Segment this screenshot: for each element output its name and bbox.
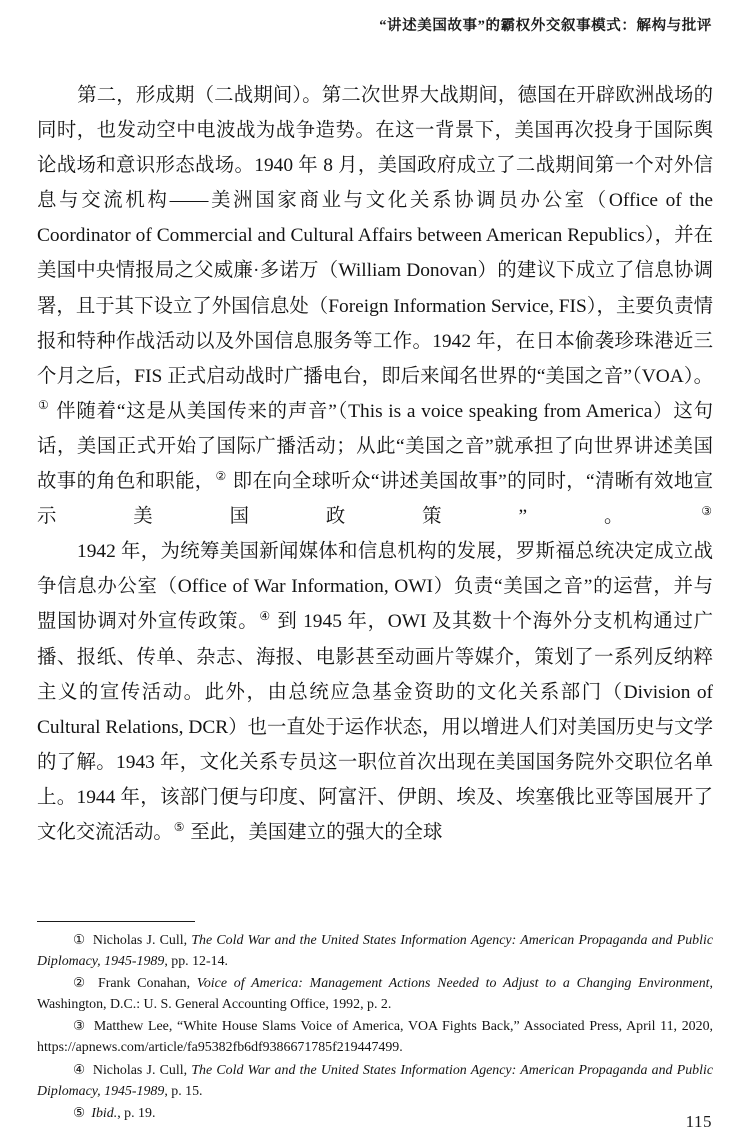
latin-run: 8 (323, 155, 333, 177)
cjk-run: 正式启动战时广播电台，即后来闻名世界的“美国之音”（ (162, 365, 642, 387)
latin-run: 1945 (303, 611, 342, 633)
cjk-run: 年，文化关系专员这一职位首次出现在美国国务院外交职位名单上。 (37, 751, 713, 808)
footnote-marker: ⑤ (173, 819, 185, 834)
footnote-marker: ③ (701, 503, 712, 518)
footnote-number: ⑤ (73, 1104, 89, 1120)
cjk-run: 即在向全球听众“讲述美国故事”的同时，“清晰有效地宣示美国政策”。 (37, 471, 713, 528)
footnote-item (37, 972, 713, 1015)
footnote-item (37, 1059, 713, 1102)
cjk-run: 及其数十个海外分支机构通过广播、报纸、传单、杂志、海报、电影甚至动画片等媒介，策划了一系列反纳粹主义的宣传活动。此外，由总统应急基金资助的文化关系部门（ (37, 611, 714, 703)
latin-run: This is a voice speaking from America (348, 400, 653, 422)
latin-run: 1942 (432, 330, 472, 352)
latin-run: 1943 (116, 751, 155, 773)
footnote-text: , pp. 12-14. (164, 954, 228, 970)
latin-run: 1940 (254, 155, 294, 177)
body-text-block (37, 78, 713, 850)
running-header: “讲述美国故事”的霸权外交叙事模式：解构与批评 (379, 18, 712, 34)
footnote-text: , p. 19. (117, 1105, 156, 1121)
latin-run: Office of the Coordinator of Commercial and Cultural Affairs between American Republics (37, 190, 713, 247)
latin-run: FIS (134, 365, 163, 387)
latin-run: 1942 (77, 541, 116, 563)
footnote-marker: ② (215, 468, 227, 483)
latin-run: VOA (641, 365, 684, 387)
latin-run: OWI (387, 611, 427, 633)
footnote-title: The Cold War and the United States Information Agency: American Propaganda and Public Diplomacy, 1945-1989 (37, 1062, 713, 1099)
cjk-run: ）也一直处于运作状态，用以增进人们对美国历史与文学的了解。 (37, 716, 713, 773)
latin-run: 1944 (76, 786, 116, 808)
cjk-run: ）的建议下成立了信息协调署，且于其下设立了外国信息处（ (37, 260, 713, 317)
footnote-marker: ④ (259, 608, 271, 623)
page-number: 115 (685, 1112, 712, 1131)
footnote-number: ① (73, 932, 90, 947)
footnote-number: ③ (73, 1018, 91, 1034)
cjk-run: ），主要负责情报和特种作战活动以及外国信息服务等工作。 (37, 295, 713, 352)
footnote-text: Matthew Lee, “White House Slams Voice of America, VOA Fights Back,” Associated Press, April 11, 2020, https://apnews.com/article/fa95382fb6df9386671785f219447499. (37, 1019, 713, 1056)
cjk-run: 年，该部门便与印度、阿富汗、伊朗、埃及、埃塞俄比亚等国展开了文化交流活动。 (37, 786, 713, 843)
latin-run: William Donovan (338, 260, 478, 282)
footnote-text: Frank Conahan, (98, 976, 197, 992)
cjk-run: 到 (271, 611, 304, 633)
footnote-item (37, 1015, 713, 1058)
footnote-marker: ① (38, 398, 50, 413)
footnote-text: , p. 15. (164, 1083, 203, 1099)
footnote-title: Voice of America: Management Actions Needed to Adjust to a Changing Environment (196, 976, 710, 992)
latin-run: Division of Cultural Relations, DCR (37, 681, 713, 738)
footnote-list (37, 929, 713, 1124)
footnote-text: , Washington, D.C.: U. S. General Accounting Office, 1992, p. 2. (37, 976, 714, 1013)
cjk-run: ），并在美国中央情报局之父威廉·多诺万（ (37, 225, 713, 282)
footnote-title: The Cold War and the United States Information Agency: American Propaganda and Public Diplomacy, 1945-1989 (37, 933, 713, 970)
cjk-run: ）负责“美国之音”的运营，并与盟国协调对外宣传政策。 (37, 576, 713, 633)
cjk-run: 年，在日本偷袭珍珠港近三个月之后， (37, 330, 713, 387)
footnote-title: Ibid. (91, 1105, 118, 1121)
paragraph (37, 534, 713, 850)
latin-run: Office of War Information, OWI (177, 576, 433, 598)
cjk-run: 年，为统筹美国新闻媒体和信息机构的发展，罗斯福总统决定成立战争信息办公室（ (37, 541, 713, 598)
footnote-separator-rule (37, 921, 195, 922)
footnote-item (37, 929, 713, 972)
cjk-run: ）这句话，美国正式开始了国际广播活动；从此“美国之音”就承担了向世界讲述美国故事的角色和职能， (37, 400, 714, 493)
cjk-run: 至此，美国建立的强大的全球 (185, 821, 443, 843)
cjk-run: 伴随着“这是从美国传来的声音”（ (50, 400, 349, 422)
footnote-text: Nicholas J. Cull, (92, 933, 192, 948)
cjk-run: 月，美国政府成立了二战期间第一个对外信息与交流机构——美洲国家商业与文化关系协调员办公室（ (37, 155, 713, 212)
cjk-run: 第二，形成期（二战期间）。第二次世界大战期间，德国在开辟欧洲战场的同时，也发动空中电波战为战争造势。在这一背景下，美国再次投身于国际舆论战场和意识形态战场。 (37, 85, 713, 177)
paragraph (37, 78, 713, 534)
footnote-item (37, 1102, 713, 1124)
footnote-number: ④ (73, 1061, 90, 1077)
cjk-run: ）。 (683, 365, 713, 387)
cjk-run: 年， (341, 611, 388, 633)
footnote-text: Nicholas J. Cull, (92, 1062, 192, 1078)
cjk-run: 年 (293, 155, 324, 177)
footnote-number: ② (73, 975, 96, 991)
latin-run: Foreign Information Service, FIS (328, 295, 587, 317)
